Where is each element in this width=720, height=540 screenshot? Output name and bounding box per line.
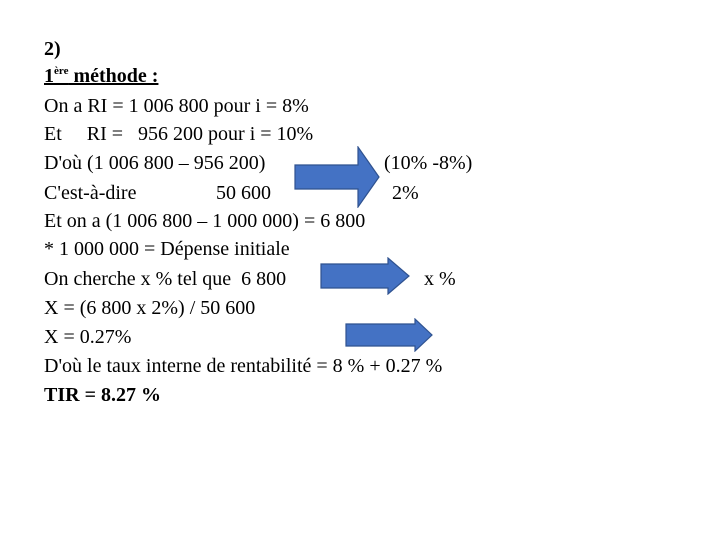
- method-prefix: 1: [44, 65, 54, 87]
- line-on-cherche-x: x %: [424, 268, 456, 290]
- line-cest-a-dire-rate: 2%: [392, 182, 419, 204]
- line-cest-a-dire: C'est-à-dire: [44, 182, 137, 204]
- line-depense-initiale: * 1 000 000 = Dépense initiale: [44, 238, 290, 260]
- line-difference: D'où (1 006 800 – 956 200): [44, 152, 266, 174]
- line-x-result: X = 0.27%: [44, 326, 132, 348]
- line-cest-a-dire-value: 50 600: [216, 182, 271, 204]
- line-x-formula: X = (6 800 x 2%) / 50 600: [44, 297, 256, 319]
- right-arrow-icon: [345, 318, 433, 352]
- line-on-cherche: On cherche x % tel que 6 800: [44, 268, 287, 290]
- line-difference-rate: (10% -8%): [384, 152, 473, 174]
- heading: 2): [44, 38, 61, 60]
- line-et-on-a: Et on a (1 006 800 – 1 000 000) = 6 800: [44, 210, 366, 232]
- method-title: [44, 63, 158, 89]
- line-tir: TIR = 8.27 %: [44, 384, 161, 406]
- right-arrow-icon: [320, 257, 410, 295]
- right-arrow-icon: [294, 146, 380, 208]
- line-ri-10: Et RI = 956 200 pour i = 10%: [44, 123, 314, 145]
- method-rest: méthode :: [68, 65, 159, 87]
- line-taux-interne: D'où le taux interne de rentabilité = 8 % + 0.27 %: [44, 355, 443, 377]
- method-sup: ère: [54, 65, 69, 77]
- line-ri-8: On a RI = 1 006 800 pour i = 8%: [44, 95, 309, 117]
